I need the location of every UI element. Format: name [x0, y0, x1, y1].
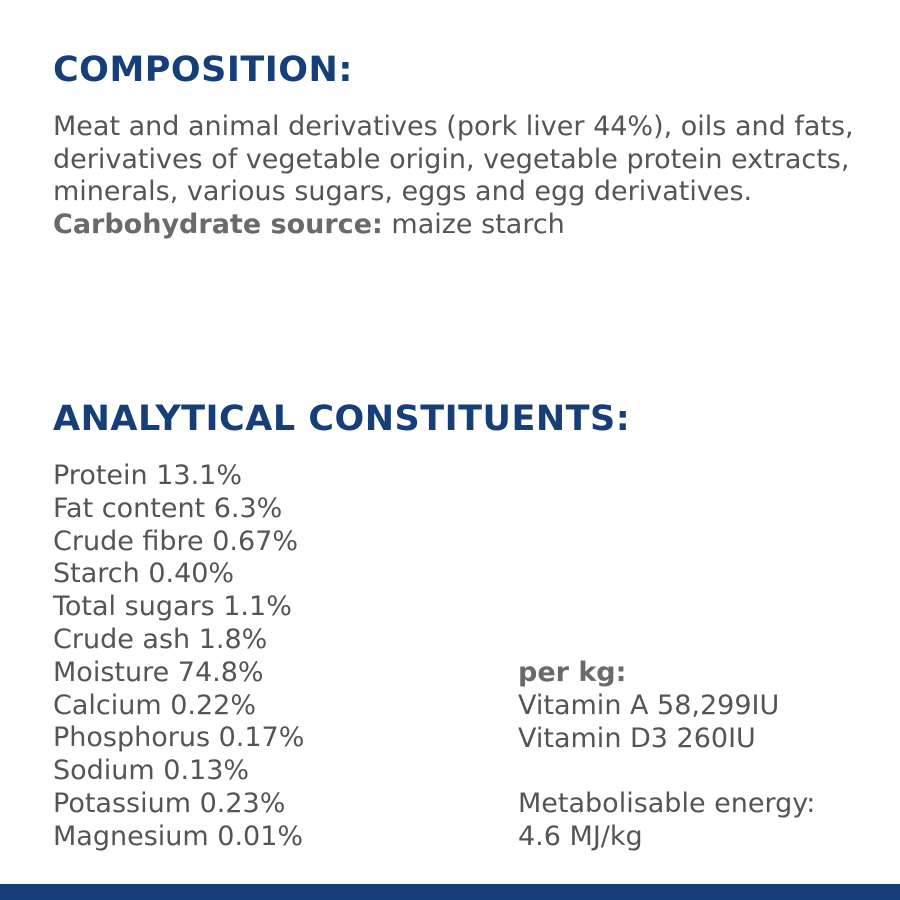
constituent-item: Starch 0.40%: [53, 558, 235, 590]
footer-bar: [0, 884, 900, 900]
carbohydrate-value: maize starch: [391, 208, 565, 240]
constituent-item: Crude fibre 0.67%: [53, 525, 299, 557]
energy-value: 4.6 MJ/kg: [518, 820, 643, 852]
spacer: [518, 755, 815, 788]
composition-text-block: [53, 111, 873, 241]
constituent-item: Moisture 74.8%: [53, 656, 264, 688]
per-kg-title: per kg:: [518, 657, 627, 688]
constituent-item: Magnesium 0.01%: [53, 820, 304, 852]
constituent-item: Fat content 6.3%: [53, 492, 283, 524]
constituents-list: [53, 460, 304, 854]
constituent-item: Protein 13.1%: [53, 460, 242, 491]
analytical-constituents-heading: ANALYTICAL CONSTITUENTS:: [53, 399, 631, 439]
vitamin-item: Vitamin A 58,299IU: [518, 689, 780, 721]
constituent-item: Total sugars 1.1%: [53, 591, 292, 623]
constituent-item: Crude ash 1.8%: [53, 623, 268, 655]
constituent-item: Sodium 0.13%: [53, 755, 250, 787]
composition-text: Meat and animal derivatives (pork liver 44%), oils and fats, derivatives of vegetable origin, vegetable protein extracts, minerals, various sugars, eggs and egg derivatives.: [53, 111, 854, 207]
constituent-item: Potassium 0.23%: [53, 787, 286, 819]
constituent-item: Phosphorus 0.17%: [53, 722, 305, 754]
composition-heading: COMPOSITION:: [53, 50, 353, 90]
constituent-item: Calcium 0.22%: [53, 689, 257, 721]
vitamin-item: Vitamin D3 260IU: [518, 722, 756, 754]
energy-label: Metabolisable energy:: [518, 788, 816, 820]
carbohydrate-label: Carbohydrate source:: [53, 208, 383, 240]
per-kg-block: [518, 657, 815, 854]
